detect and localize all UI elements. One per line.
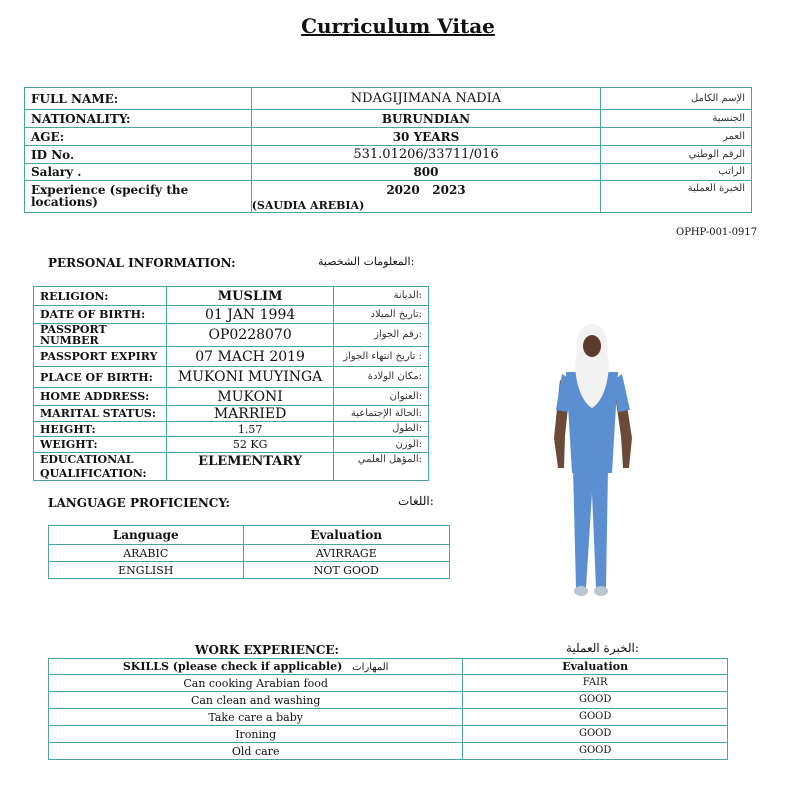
home-address-label: HOME ADDRESS: — [34, 388, 167, 406]
table-row — [34, 388, 429, 406]
salary-value: 800 — [251, 164, 601, 181]
skills-col-header-text: SKILLS (please check if applicable) — [122, 659, 343, 673]
summary-table — [24, 87, 752, 213]
language-evaluation: AVIRRAGE — [243, 545, 450, 562]
work-experience-table — [48, 658, 728, 760]
experience-label: Experience (specify the locations) — [25, 181, 252, 213]
place-of-birth-label: PLACE OF BIRTH: — [34, 367, 167, 388]
full-name-label: FULL NAME: — [25, 88, 252, 110]
language-evaluation: NOT GOOD — [243, 562, 450, 579]
nationality-label: NATIONALITY: — [25, 110, 252, 128]
table-row — [34, 287, 429, 306]
personal-info-heading-arabic: المعلومات الشخصية: — [318, 255, 415, 268]
skill-name: Can clean and washing — [49, 692, 463, 709]
education-label: EDUCATIONAL QUALIFICATION: — [34, 453, 167, 481]
home-address-value: MUKONI — [166, 388, 334, 406]
id-label: ID No. — [25, 146, 252, 164]
passport-number-label: PASSPORT NUMBER — [34, 324, 167, 347]
evaluation-col-header: Evaluation — [243, 526, 450, 545]
age-label: AGE: — [25, 128, 252, 146]
table-row — [49, 545, 450, 562]
religion-arabic: الديانة: — [334, 287, 429, 306]
face — [583, 335, 601, 357]
table-row — [49, 562, 450, 579]
personal-info-heading: PERSONAL INFORMATION: — [48, 256, 236, 270]
skill-evaluation: GOOD — [463, 709, 728, 726]
skill-name: Take care a baby — [49, 709, 463, 726]
passport-expiry-arabic: تاريخ انتهاء الجواز : — [334, 347, 429, 367]
height-label: HEIGHT: — [34, 422, 167, 437]
work-evaluation-col-header: Evaluation — [463, 659, 728, 675]
personal-info-table — [33, 286, 429, 481]
education-arabic: المؤهل العلمي: — [334, 453, 429, 481]
skill-name: Old care — [49, 743, 463, 760]
education-value: ELEMENTARY — [166, 453, 334, 481]
nationality-value: BURUNDIAN — [251, 110, 601, 128]
table-row — [34, 453, 429, 481]
skill-evaluation: GOOD — [463, 743, 728, 760]
experience-arabic: الخبرة العملية — [601, 181, 752, 213]
religion-value: MUSLIM — [166, 287, 334, 306]
table-row — [25, 164, 752, 181]
passport-expiry-label: PASSPORT EXPIRY — [34, 347, 167, 367]
skill-name: Can cooking Arabian food — [49, 675, 463, 692]
place-of-birth-value: MUKONI MUYINGA — [166, 367, 334, 388]
table-row — [25, 128, 752, 146]
religion-label: RELIGION: — [34, 287, 167, 306]
marital-status-value: MARRIED — [166, 406, 334, 422]
table-row — [25, 88, 752, 110]
work-experience-heading: WORK EXPERIENCE: — [195, 643, 339, 657]
id-arabic: الرقم الوطني — [601, 146, 752, 164]
id-value: 531.01206/33711/016 — [251, 146, 601, 164]
home-address-arabic: العنوان: — [334, 388, 429, 406]
weight-arabic: الوزن: — [334, 437, 429, 453]
dob-arabic: تاريخ الميلاد: — [334, 306, 429, 324]
weight-value: 52 KG — [166, 437, 334, 453]
weight-label: WEIGHT: — [34, 437, 167, 453]
experience-years: 2020 2023 — [386, 183, 466, 197]
table-row — [25, 146, 752, 164]
skills-col-header-arabic: المهارات — [352, 661, 389, 673]
table-row — [34, 367, 429, 388]
height-value: 1.57 — [166, 422, 334, 437]
table-row — [34, 437, 429, 453]
skill-evaluation: GOOD — [463, 726, 728, 743]
language-col-header: Language — [49, 526, 244, 545]
trousers — [573, 468, 608, 588]
full-name-value: NDAGIJIMANA NADIA — [251, 88, 601, 110]
dob-label: DATE OF BIRTH: — [34, 306, 167, 324]
language-name: ENGLISH — [49, 562, 244, 579]
full-name-arabic: الإسم الكامل — [601, 88, 752, 110]
passport-number-value: OP0228070 — [166, 324, 334, 347]
table-row — [34, 347, 429, 367]
left-shoe — [574, 586, 588, 596]
experience-value-cell — [251, 181, 601, 213]
table-row — [34, 324, 429, 347]
marital-status-arabic: الحالة الإجتماعية: — [334, 406, 429, 422]
passport-number-arabic: رقم الجواز: — [334, 324, 429, 347]
nationality-arabic: الجنسية — [601, 110, 752, 128]
table-row — [25, 110, 752, 128]
language-heading-arabic: اللغات: — [398, 494, 434, 508]
salary-label: Salary . — [25, 164, 252, 181]
page-title: Curriculum Vitae — [301, 14, 495, 38]
dob-value: 01 JAN 1994 — [166, 306, 334, 324]
experience-location: (SAUDIA AREBIA) — [251, 199, 365, 212]
skill-name: Ironing — [49, 726, 463, 743]
table-row — [49, 743, 728, 760]
language-name: ARABIC — [49, 545, 244, 562]
skills-col-header — [49, 659, 463, 675]
place-of-birth-arabic: مكان الولادة: — [334, 367, 429, 388]
table-row — [49, 692, 728, 709]
language-heading: LANGUAGE PROFICIENCY: — [48, 496, 230, 510]
table-row — [49, 659, 728, 675]
language-table — [48, 525, 450, 579]
right-shoe — [594, 586, 608, 596]
age-value: 30 YEARS — [251, 128, 601, 146]
table-row — [34, 406, 429, 422]
reference-code: OPHP-001-0917 — [676, 227, 758, 238]
table-row — [25, 181, 752, 213]
table-row — [49, 709, 728, 726]
table-row — [49, 526, 450, 545]
marital-status-label: MARITAL STATUS: — [34, 406, 167, 422]
height-arabic: الطول: — [334, 422, 429, 437]
salary-arabic: الراتب — [601, 164, 752, 181]
table-row — [34, 422, 429, 437]
table-row — [49, 675, 728, 692]
skill-evaluation: FAIR — [463, 675, 728, 692]
age-arabic: العمر — [601, 128, 752, 146]
table-row — [34, 306, 429, 324]
passport-expiry-value: 07 MACH 2019 — [166, 347, 334, 367]
table-row — [49, 726, 728, 743]
work-experience-heading-arabic: الخبرة العملية: — [566, 641, 639, 655]
skill-evaluation: GOOD — [463, 692, 728, 709]
candidate-photo — [548, 318, 640, 602]
